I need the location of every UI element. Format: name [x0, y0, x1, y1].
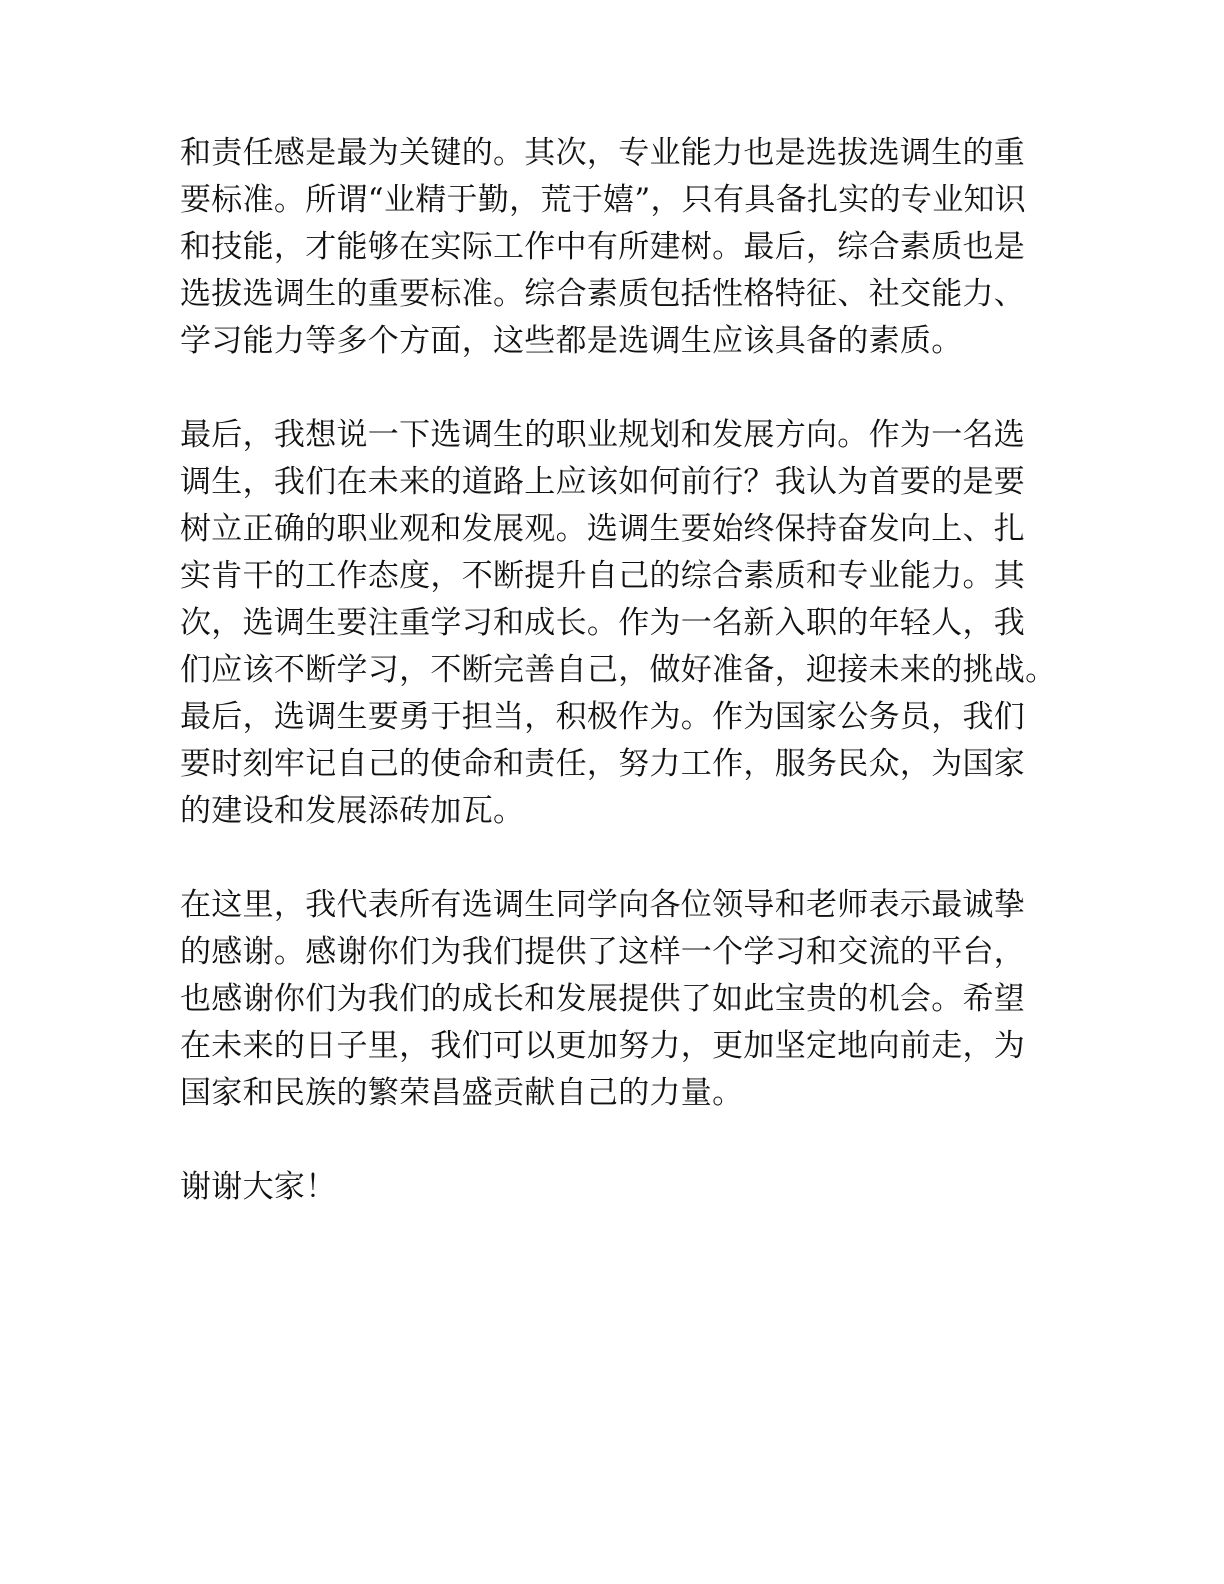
- text-line: 要时刻牢记自己的使命和责任，努力工作，服务民众，为国家: [180, 746, 1026, 782]
- document-page: [180, 130, 1060, 1211]
- text-line: 次，选调生要注重学习和成长。作为一名新入职的年轻人，我: [180, 605, 1026, 641]
- closing-line: 谢谢大家！: [180, 1169, 337, 1205]
- text-line: 学习能力等多个方面，这些都是选调生应该具备的素质。: [180, 323, 963, 359]
- text-line: 的感谢。感谢你们为我们提供了这样一个学习和交流的平台，: [180, 934, 1026, 970]
- text-line: 国家和民族的繁荣昌盛贡献自己的力量。: [180, 1075, 744, 1111]
- paragraph-2: [180, 412, 1060, 835]
- paragraph-spacer: [180, 835, 1060, 882]
- text-line: 实肯干的工作态度，不断提升自己的综合素质和专业能力。其: [180, 558, 1026, 594]
- text-line: 树立正确的职业观和发展观。选调生要始终保持奋发向上、扎: [180, 511, 1026, 547]
- text-line: 要标准。所谓“业精于勤，荒于嬉”，只有具备扎实的专业知识: [180, 182, 1027, 218]
- text-line: 也感谢你们为我们的成长和发展提供了如此宝贵的机会。希望: [180, 981, 1026, 1017]
- text-line: 选拔选调生的重要标准。综合素质包括性格特征、社交能力、: [180, 276, 1026, 312]
- paragraph-spacer: [180, 1117, 1060, 1164]
- text-line: 最后，选调生要勇于担当，积极作为。作为国家公务员，我们: [180, 699, 1026, 735]
- text-line: 的建设和发展添砖加瓦。: [180, 793, 525, 829]
- text-line: 和责任感是最为关键的。其次，专业能力也是选拔选调生的重: [180, 135, 1026, 171]
- paragraph-1: [180, 130, 1060, 365]
- text-line: 们应该不断学习，不断完善自己，做好准备，迎接未来的挑战。: [180, 652, 1057, 688]
- paragraph-spacer: [180, 365, 1060, 412]
- text-line: 最后，我想说一下选调生的职业规划和发展方向。作为一名选: [180, 417, 1026, 453]
- text-line: 在未来的日子里，我们可以更加努力，更加坚定地向前走，为: [180, 1028, 1026, 1064]
- text-line: 和技能，才能够在实际工作中有所建树。最后，综合素质也是: [180, 229, 1026, 265]
- text-line: 调生，我们在未来的道路上应该如何前行？我认为首要的是要: [180, 464, 1026, 500]
- paragraph-4-closing: [180, 1164, 1060, 1211]
- text-line: 在这里，我代表所有选调生同学向各位领导和老师表示最诚挚: [180, 887, 1026, 923]
- paragraph-3: [180, 882, 1060, 1117]
